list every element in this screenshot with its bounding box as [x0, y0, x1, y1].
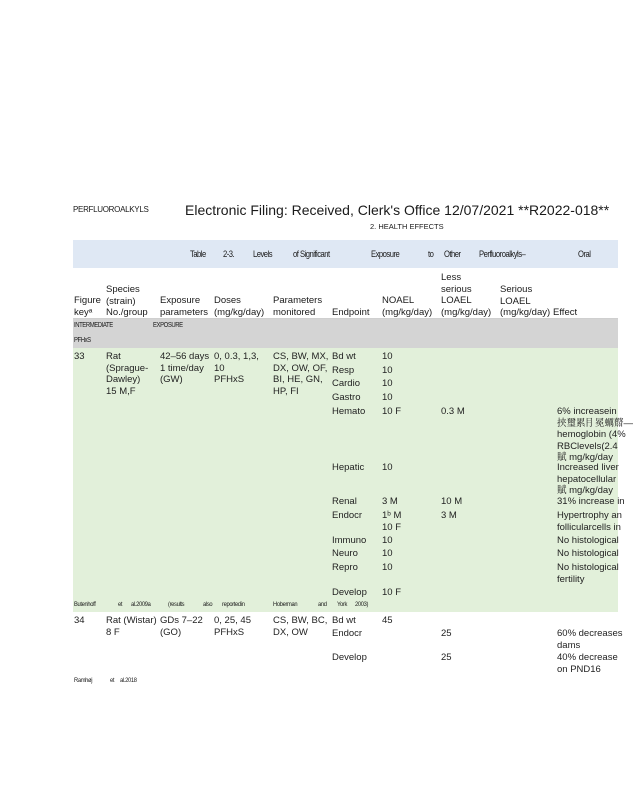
duration-label: INTERMEDIATE	[74, 322, 113, 329]
endpoint-cell: Immuno	[332, 535, 367, 546]
exposure-cell: 42–56 days 1 time/day (GW)	[160, 351, 210, 385]
parameters-cell: CS, BW, BC, DX, OW	[273, 615, 328, 638]
endpoint-cell: Resp	[332, 365, 355, 376]
effect-cell: Hypertrophy an follicularcells in	[557, 510, 622, 533]
endpoint-cell: Endocr	[332, 628, 363, 639]
section-label: 2. HEALTH EFFECTS	[370, 222, 444, 231]
figure-key: 33	[74, 351, 85, 362]
endpoint-cell: Repro	[332, 562, 358, 573]
chemical-band	[73, 334, 618, 348]
effect-cell: 31% increase in	[557, 496, 625, 507]
duration-band	[73, 319, 618, 334]
table-title-word: Perfluoroalkyls–	[479, 249, 526, 259]
endpoint-cell: Develop	[332, 652, 367, 663]
citation-word: al.2018	[120, 677, 137, 684]
duration-label: EXPOSURE	[153, 322, 183, 329]
exposure-cell: GDs 7–22 (GO)	[160, 615, 203, 638]
table-title-word: Other	[444, 249, 461, 259]
filing-stamp: Electronic Filing: Received, Clerk's Office 12/07/2021 **R2022-018**	[185, 202, 610, 218]
citation-word: Ramhøj	[74, 677, 93, 684]
endpoint-cell: Bd wt	[332, 615, 356, 626]
table-title-word: to	[428, 249, 434, 259]
effect-cell: No histological	[557, 548, 619, 559]
species-cell: Rat (Sprague- Dawley) 15 M,F	[106, 351, 149, 397]
noael-cell: 10	[382, 535, 393, 546]
figure-key: 34	[74, 615, 85, 626]
less-serious-cell: 3 M	[441, 510, 457, 521]
noael-cell: 1ᵇ M 10 F	[382, 510, 402, 533]
citation-word: al.2009a	[131, 601, 151, 608]
less-serious-cell: 10 M	[441, 496, 463, 507]
noael-cell: 10	[382, 378, 393, 389]
noael-cell: 45	[382, 615, 393, 626]
noael-cell: 3 M	[382, 496, 398, 507]
endpoint-cell: Hepatic	[332, 462, 365, 473]
less-serious-cell: 25	[441, 628, 452, 639]
table-title-word: of Significant	[293, 249, 330, 259]
doses-cell: 0, 0.3, 1,3, 10 PFHxS	[214, 351, 259, 385]
col-header-parameters: Parameters monitored	[273, 295, 323, 318]
parameters-cell: CS, BW, MX, DX, OW, OF, BI, HE, GN, HP, FI	[273, 351, 329, 397]
less-serious-cell: 0.3 M	[441, 406, 465, 417]
effect-cell: Increased liver hepatocellular 賦 mg/kg/day	[557, 462, 619, 496]
noael-cell: 10 F	[382, 406, 402, 417]
endpoint-cell: Endocr	[332, 510, 363, 521]
species-cell: Rat (Wistar) 8 F	[106, 615, 157, 638]
endpoint-cell: Renal	[332, 496, 357, 507]
doses-cell: 0, 25, 45 PFHxS	[214, 615, 251, 638]
effect-cell: 60% decreases dams	[557, 628, 623, 651]
endpoint-cell: Cardio	[332, 378, 360, 389]
running-head: PERFLUOROALKYLS	[73, 205, 149, 214]
table-title-bar	[73, 240, 618, 268]
citation-word: Hoberman	[273, 601, 298, 608]
endpoint-cell: Neuro	[332, 548, 358, 559]
table-title-word: Table	[190, 249, 206, 259]
endpoint-cell: Hemato	[332, 406, 366, 417]
effect-cell: No histological	[557, 535, 619, 546]
endpoint-cell: Develop	[332, 587, 367, 598]
col-header-exposure: Exposure parameters	[160, 295, 209, 318]
citation-word: and	[318, 601, 327, 608]
noael-cell: 10	[382, 351, 393, 362]
endpoint-cell: Bd wt	[332, 351, 356, 362]
col-header-less-serious-loael: Less serious LOAEL (mg/kg/day)	[441, 272, 492, 318]
citation-word: et	[118, 601, 123, 608]
citation-word: also	[203, 601, 213, 608]
citation-word: 2003)	[355, 601, 369, 608]
citation-word: Butenhoff	[74, 601, 96, 608]
table-title-word: Levels	[253, 249, 273, 259]
noael-cell: 10	[382, 462, 393, 473]
citation-word: et	[110, 677, 115, 684]
col-header-endpoint: Endpoint	[332, 307, 370, 318]
noael-cell: 10	[382, 392, 393, 403]
col-header-species: Species (strain) No./group	[106, 284, 148, 318]
citation-word: (results	[168, 601, 185, 608]
chemical-label: PFHxS	[74, 337, 91, 344]
effect-cell: 40% decrease on PND16	[557, 652, 618, 675]
col-header-noael: NOAEL (mg/kg/day)	[382, 295, 433, 318]
col-header-figure-key: Figure keyᵃ	[74, 295, 101, 318]
table-title-word: 2-3.	[223, 249, 235, 259]
citation-word: reportedin	[222, 601, 245, 608]
col-header-effect: Effect	[553, 307, 578, 318]
citation-word: York	[337, 601, 348, 608]
col-header-doses: Doses (mg/kg/day)	[214, 295, 265, 318]
noael-cell: 10	[382, 562, 393, 573]
noael-cell: 10	[382, 548, 393, 559]
table-title-word: Exposure	[371, 249, 400, 259]
effect-cell: No histological fertility	[557, 562, 619, 585]
noael-cell: 10	[382, 365, 393, 376]
noael-cell: 10 F	[382, 587, 402, 598]
endpoint-cell: Gastro	[332, 392, 361, 403]
col-header-serious-loael: Serious LOAEL (mg/kg/day)	[500, 284, 551, 318]
less-serious-cell: 25	[441, 652, 452, 663]
table-title-word: Oral	[578, 249, 591, 259]
effect-cell: 6% increasein 挟璽累⺝冕蠣鼘— hemoglobin (4% RBClevels(2.4 賦 mg/kg/day	[557, 406, 633, 463]
